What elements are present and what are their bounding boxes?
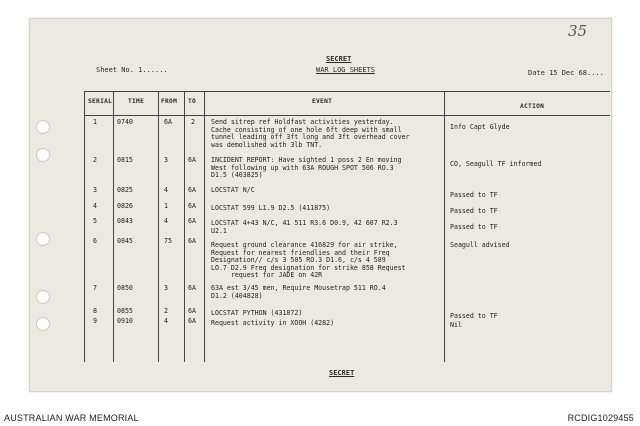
row-event: INCIDENT REPORT: Have sighted 1 poss 2 En moving West following up with 63A ROUGH SPOT 506 RO.3 D1.5 (403825) (211, 156, 402, 180)
row-to: 6A (188, 156, 196, 164)
row-to: 6A (188, 202, 196, 210)
row-action: CO, Seagull TF informed (450, 160, 542, 168)
column-divider (113, 91, 114, 362)
row-action: Passed to TF (450, 191, 498, 199)
row-action: Passed to TF (450, 312, 498, 320)
row-to: 2 (191, 118, 195, 126)
classification-top: SECRET (326, 55, 352, 63)
punch-hole (36, 290, 50, 304)
header-action: ACTION (520, 103, 545, 110)
column-divider (184, 91, 185, 362)
row-time: 0855 (117, 307, 133, 315)
punch-hole (36, 148, 50, 162)
row-action: Seagull advised (450, 241, 510, 249)
row-time: 0815 (117, 156, 133, 164)
row-from: 4 (164, 186, 168, 194)
row-to: 6A (188, 217, 196, 225)
row-serial: 9 (93, 317, 97, 325)
row-from: 4 (164, 317, 168, 325)
row-action: Info Capt Glyde (450, 123, 510, 131)
row-serial: 5 (93, 217, 97, 225)
row-to: 6A (188, 307, 196, 315)
table-header-border (84, 115, 610, 116)
column-divider (204, 91, 205, 362)
table-left-border (84, 91, 85, 362)
row-time: 0826 (117, 202, 133, 210)
row-action: Passed to TF (450, 223, 498, 231)
row-to: 6A (188, 284, 196, 292)
footer-institution: AUSTRALIAN WAR MEMORIAL (4, 413, 139, 423)
document-title: WAR LOG SHEETS (316, 66, 376, 74)
row-event: LOCSTAT PYTHON (431872) (211, 309, 303, 317)
row-event: Request ground clearance 416829 for air strike, Request for nearest friendlies and their Freq Designation// c/s 3 505 RO.3 D1.6, c/s 4 589 LO.7 D2.9 Freq designation for strike 858 Request request for JADE on 42R (211, 241, 406, 280)
row-time: 0740 (117, 118, 133, 126)
classification-bottom: SECRET (329, 369, 355, 377)
row-from: 3 (164, 284, 168, 292)
row-serial: 8 (93, 307, 97, 315)
row-from: 4 (164, 217, 168, 225)
row-serial: 4 (93, 202, 97, 210)
row-to: 6A (188, 186, 196, 194)
table-top-border (84, 91, 610, 92)
row-serial: 7 (93, 284, 97, 292)
row-time: 0850 (117, 284, 133, 292)
punch-hole (36, 232, 50, 246)
punch-hole (36, 120, 50, 134)
row-event: LOCSTAT 599 L1.9 D2.5 (411875) (211, 204, 331, 212)
row-to: 6A (188, 237, 196, 245)
footer-image-id: RCDIG1029455 (567, 413, 634, 423)
sheet-number: Sheet No. 1...... (96, 66, 168, 74)
punch-hole (36, 317, 50, 331)
row-action: Passed to TF (450, 207, 498, 215)
row-from: 2 (164, 307, 168, 315)
row-to: 6A (188, 317, 196, 325)
handwritten-page-number: 35 (568, 22, 588, 40)
header-to: TO (188, 98, 197, 105)
header-time: TIME (128, 98, 145, 105)
row-serial: 1 (93, 118, 97, 126)
row-time: 0843 (117, 217, 133, 225)
column-divider (444, 91, 445, 362)
row-time: 0845 (117, 237, 133, 245)
row-serial: 2 (93, 156, 97, 164)
row-serial: 3 (93, 186, 97, 194)
header-serial: SERIAL (88, 98, 113, 105)
row-from: 3 (164, 156, 168, 164)
row-event: LOCSTAT N/C (211, 186, 255, 194)
row-event: 63A est 3/45 men, Require Mousetrap 511 RO.4 D1.2 (404828) (211, 284, 386, 300)
row-from: 1 (164, 202, 168, 210)
date-field: Date 15 Dec 68.... (528, 69, 604, 77)
row-from: 6A (164, 118, 172, 126)
header-from: FROM (161, 98, 178, 105)
row-event: LOCSTAT 4+43 N/C, 41 511 R3.6 D0.9, 42 607 R2.3 U2.1 (211, 219, 398, 235)
row-serial: 6 (93, 237, 97, 245)
column-divider (158, 91, 159, 362)
row-from: 75 (164, 237, 172, 245)
row-time: 0825 (117, 186, 133, 194)
row-event: Send sitrep ref Holdfast activities yesterday. Cache consisting of one hole 6ft deep with small tunnel leading off 3ft long and 3ft overhead cover was demolished with 3lb TNT. (211, 118, 410, 149)
row-action: Nil (450, 321, 462, 329)
row-event: Request activity in XOOH (4282) (211, 319, 335, 327)
row-time: 0910 (117, 317, 133, 325)
header-event: EVENT (312, 98, 333, 105)
